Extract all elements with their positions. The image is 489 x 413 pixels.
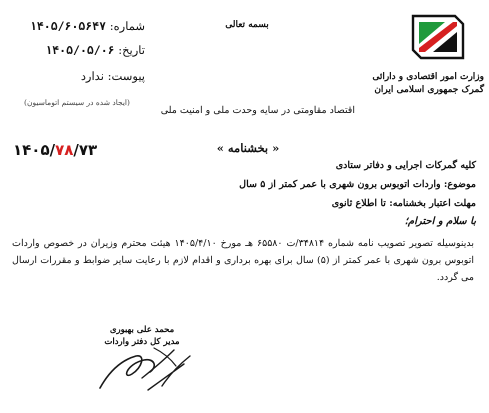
number-label: شماره:: [109, 19, 145, 33]
date-value: ۱۴۰۵/۰۵/۰۶: [45, 43, 115, 57]
subject: موضوع: واردات اتوبوس برون شهری با عمر کمتر از ۵ سال: [239, 179, 476, 190]
letter-attachment-row: [10, 69, 145, 83]
circular-number-right: ۷۳: [78, 141, 98, 159]
signatory-name: محمد علی بهبوری: [109, 325, 175, 335]
letter-date-row: [10, 43, 145, 57]
number-value: ۱۴۰۵/۶۰۵۶۴۷: [29, 19, 107, 33]
signatory-title: مدیر کل دفتر واردات: [104, 337, 180, 347]
automation-note: (ایجاد شده در سیستم اتوماسیون): [24, 98, 130, 107]
bismillah: بسمه تعالی: [225, 20, 269, 30]
attachment-label: پیوست:: [107, 69, 145, 83]
circular-number-separator: /: [73, 141, 79, 159]
handwritten-signature: [92, 330, 202, 396]
circular-number-middle: ۷۸: [55, 141, 74, 159]
signature-scribble-icon: [92, 330, 202, 396]
greeting: با سلام و احترام؛: [404, 216, 476, 227]
slogan: اقتصاد مقاومتی در سایه وحدت ملی و امنیت ملی: [160, 105, 355, 116]
circular-number: [13, 141, 97, 159]
customs-name: گمرک جمهوری اسلامی ایران: [374, 85, 484, 95]
letter-body: بدینوسیله تصویر تصویب نامه شماره ۳۴۸۱۴/ت ۶۵۵۸۰ هـ مورخ ۱۴۰۵/۴/۱۰ هیئت محترم وزیران در خصوص واردات اتوبوس برون شهری با عمر کمتر از (۵) سال برای بهره برداری و اقدام لازم با رعایت سایر ضوابط و مقررات ارسال می گردد.: [12, 238, 474, 283]
customs-logo: [405, 12, 467, 62]
circular-number-separator: /: [49, 141, 56, 159]
attachment-value: ندارد: [80, 69, 104, 83]
date-label: تاریخ:: [118, 43, 145, 57]
recipients: کلیه گمرکات اجرایی و دفاتر ستادی: [335, 160, 476, 171]
validity: مهلت اعتبار بخشنامه: تا اطلاع ثانوی: [331, 198, 476, 209]
customs-logo-icon: [405, 12, 467, 62]
circular-number-left: ۱۴۰۵: [13, 141, 50, 159]
letter-number-row: [10, 19, 145, 33]
ministry-name: وزارت امور اقتصادی و دارائی: [372, 72, 484, 82]
circular-title: « بخشنامه »: [216, 141, 280, 155]
